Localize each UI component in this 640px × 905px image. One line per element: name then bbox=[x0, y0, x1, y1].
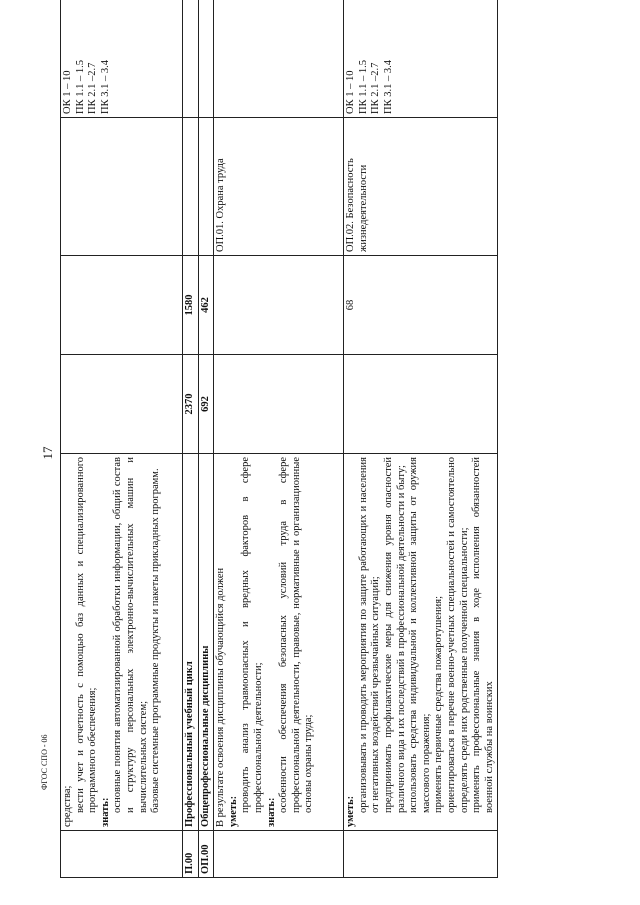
table-row bbox=[214, 0, 344, 878]
code-line: ПК 1.1 – 1.5 bbox=[74, 60, 86, 114]
cell-index bbox=[344, 831, 498, 878]
cell-competence-codes bbox=[198, 0, 214, 118]
cell-requirements bbox=[214, 454, 344, 831]
text-heading: знать: bbox=[265, 797, 277, 827]
text-heading: уметь: bbox=[345, 795, 357, 827]
cell-req-hours bbox=[61, 256, 183, 355]
cell-competence-codes bbox=[214, 0, 344, 118]
text-line: особенности обеспечения безопасных условий труда в сфере профессиональной деятельности, правовые, нормативные и организационные основы охраны труда; bbox=[278, 457, 315, 813]
cell-competence-codes bbox=[61, 0, 183, 118]
table-row bbox=[183, 0, 199, 878]
cell-competence-codes bbox=[344, 0, 498, 118]
text-line: применять профессиональные знания в ходе исполнения обязанностей военной службы на воинских bbox=[471, 457, 495, 813]
text-line: использовать средства индивидуальной и коллективной защиты от оружия массового поражения; bbox=[408, 457, 432, 813]
cell-discipline bbox=[198, 118, 214, 256]
code-line: ПК 2.1 –2.7 bbox=[370, 62, 382, 114]
text-line: организовывать и проводить мероприятия по защите работающих и населения от негативных воздействий чрезвычайных ситуаций; bbox=[357, 457, 382, 813]
curriculum-table bbox=[60, 0, 498, 878]
cell-discipline: ОП.01. Охрана труда bbox=[214, 118, 344, 256]
text-line: проводить анализ травмоопасных и вредных факторов в сфере профессиональной деятельности; bbox=[240, 457, 264, 813]
code-line: ПК 3.1 – 3.4 bbox=[99, 60, 111, 114]
cell-cycle-name: Общепрофессиональные дисциплины bbox=[198, 454, 214, 831]
code-line: ПК 2.1 –2.7 bbox=[87, 62, 99, 114]
cell-max-hours bbox=[61, 355, 183, 454]
cell-competence-codes bbox=[183, 0, 199, 118]
code-line: ПК 3.1 – 3.4 bbox=[382, 60, 394, 114]
cell-cycle-name: Профессиональный учебный цикл bbox=[183, 454, 199, 831]
cell-index bbox=[61, 831, 183, 878]
text-line: ориентироваться в перечне военно-учетных специальностей и самостоятельно определять среди них родственные полученной специальности; bbox=[445, 457, 470, 813]
table-row bbox=[198, 0, 214, 878]
page-footer: ФГОС СПО - 06 bbox=[40, 734, 49, 790]
cell-req-hours: 68 bbox=[344, 256, 498, 355]
text-line: предпринимать профилактические меры для снижения уровня опасностей различного вида и их последствий в профессиональной деятельности и быту; bbox=[382, 457, 407, 813]
text-line: вести учет и отчетность с помощью баз данных и специализированного программного обеспечения; bbox=[74, 457, 99, 813]
text-heading: уметь: bbox=[227, 795, 239, 827]
cell-requirements bbox=[344, 454, 498, 831]
cell-requirements bbox=[61, 454, 183, 831]
cell-req-hours: 462 bbox=[198, 256, 214, 355]
cell-max-hours: 692 bbox=[198, 355, 214, 454]
text-line: базовые системные программные продукты и пакеты прикладных программ. bbox=[150, 468, 162, 813]
text-heading: знать: bbox=[99, 797, 111, 827]
code-line: ОК 1 – 10 bbox=[62, 70, 73, 114]
cell-max-hours: 2370 bbox=[183, 355, 199, 454]
cell-discipline bbox=[61, 118, 183, 256]
table-row bbox=[61, 0, 183, 878]
cell-discipline bbox=[183, 118, 199, 256]
code-line: ОК 1 – 10 bbox=[345, 70, 357, 114]
cell-index: П.00 bbox=[183, 831, 199, 878]
text-line: В результате освоения дисциплины обучающийся должен bbox=[215, 567, 227, 827]
cell-req-hours: 1580 bbox=[183, 256, 199, 355]
page-number: 17 bbox=[40, 446, 55, 460]
text-line: средства; bbox=[62, 785, 73, 827]
cell-index: ОП.00 bbox=[198, 831, 214, 878]
cell-discipline: ОП.02. Безопасность жизнедеятельности bbox=[344, 118, 498, 256]
code-line: ПК 1.1 – 1.5 bbox=[357, 60, 369, 114]
table-row bbox=[344, 0, 498, 878]
cell-index bbox=[214, 831, 344, 878]
cell-max-hours bbox=[344, 355, 498, 454]
text-line: основные понятия автоматизированной обработки информации, общий состав и структуру персональных электронно-вычислительных машин и вычислительных систем; bbox=[112, 457, 149, 813]
rotated-page-content bbox=[60, 33, 585, 878]
cell-req-hours bbox=[214, 256, 344, 355]
cell-max-hours bbox=[214, 355, 344, 454]
text-line: применять первичные средства пожаротушения; bbox=[433, 595, 445, 813]
